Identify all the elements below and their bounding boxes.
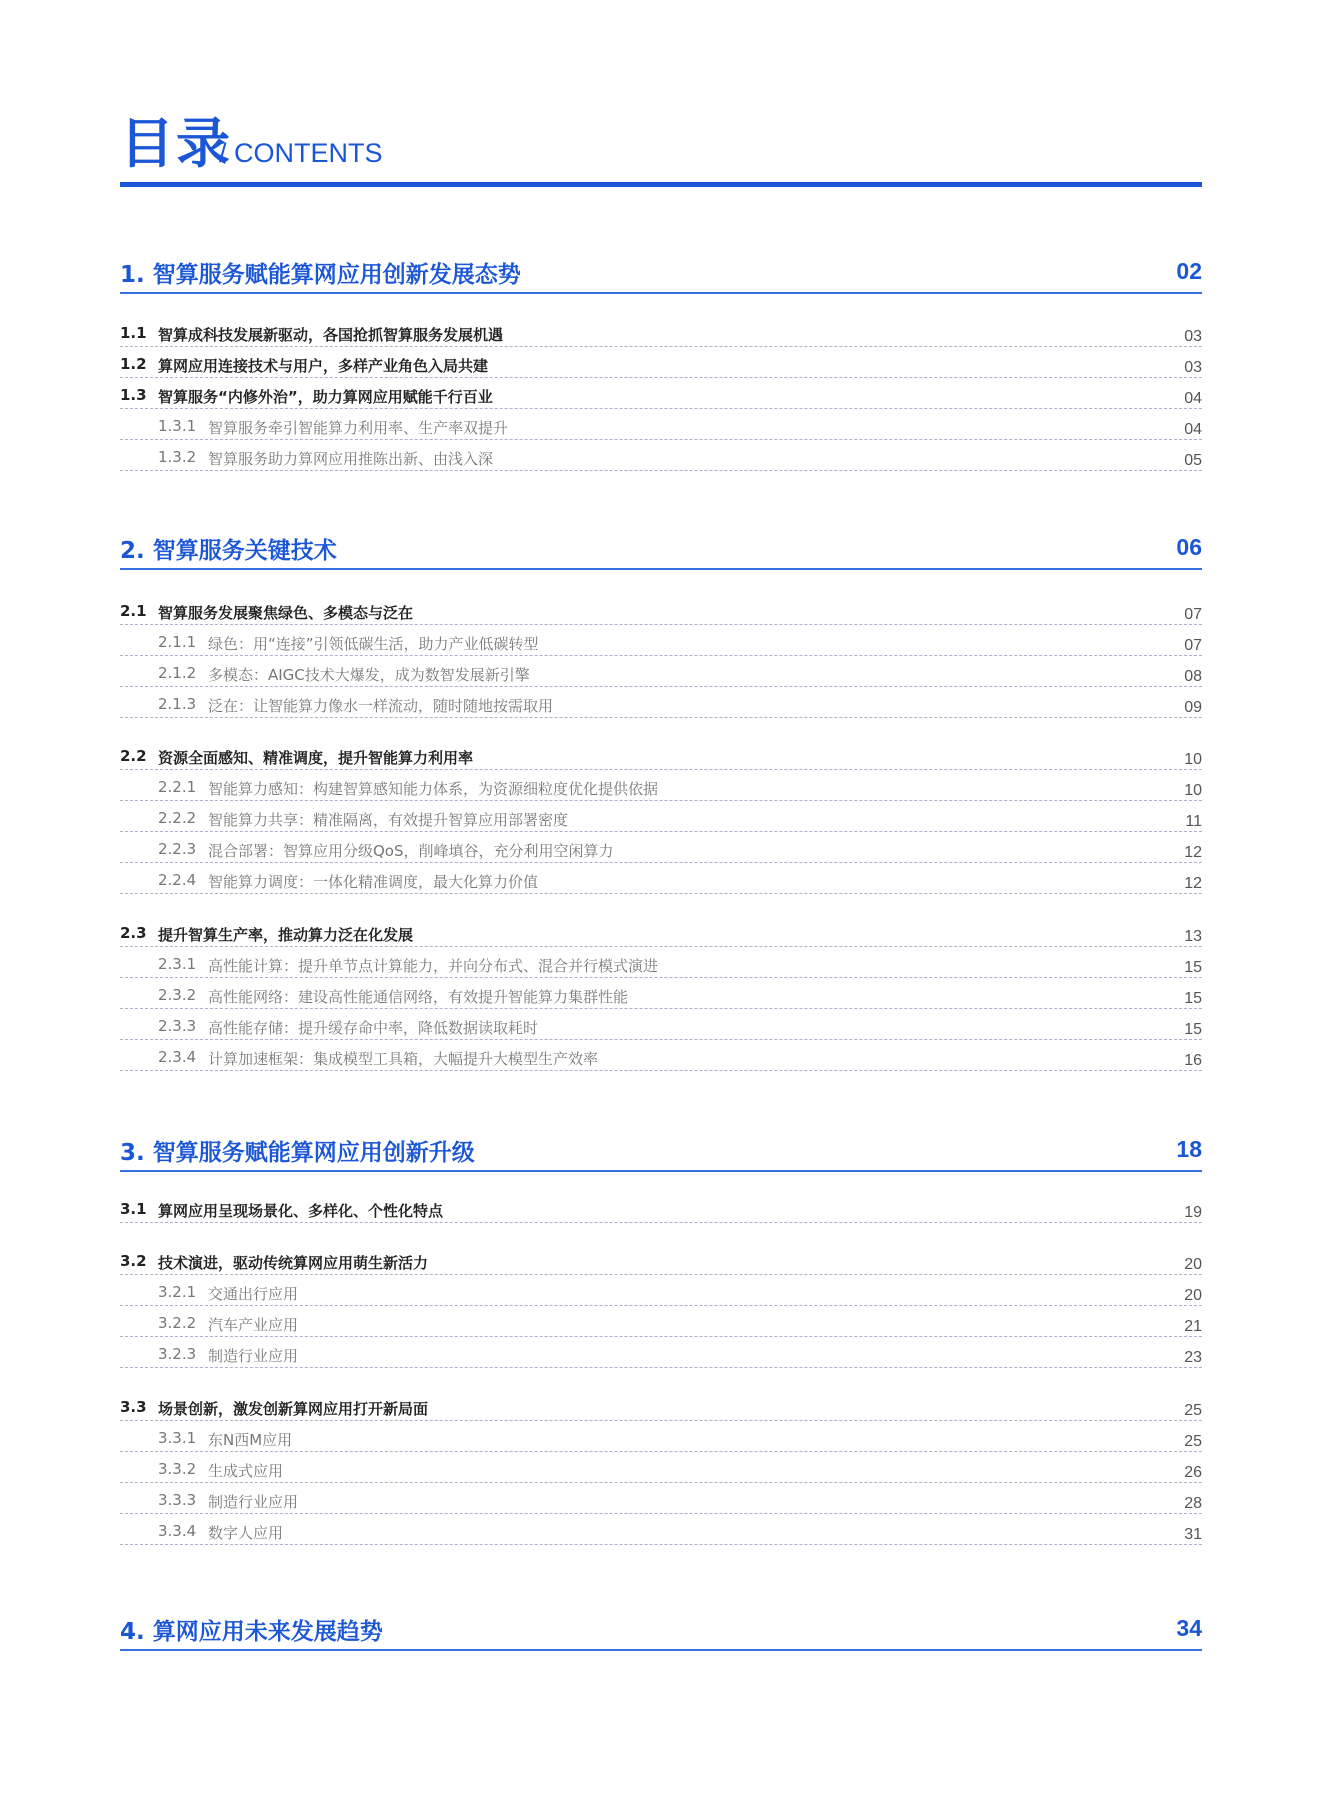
- entry-title: 高性能网络：建设高性能通信网络，有效提升智能算力集群性能: [208, 988, 629, 1006]
- toc-entry-2-3-4[interactable]: [120, 1046, 1202, 1071]
- entry-title: 智算成科技发展新驱动，各国抢抓智算服务发展机遇: [158, 326, 504, 344]
- entry-number: 3.2.1: [158, 1283, 197, 1301]
- entry-number: 1.2: [120, 355, 147, 373]
- entry-page-number: 15: [1184, 959, 1202, 976]
- chapter-3[interactable]: [120, 1134, 1202, 1172]
- toc-entry-3-3-1[interactable]: [120, 1427, 1202, 1452]
- entry-page-number: 20: [1184, 1287, 1202, 1304]
- entry-number: 2.3.4: [158, 1048, 197, 1066]
- entry-page-number: 16: [1184, 1052, 1202, 1069]
- entry-page-number: 21: [1184, 1318, 1202, 1335]
- toc-entry-2-3-1[interactable]: [120, 953, 1202, 978]
- entry-page-number: 11: [1185, 813, 1202, 830]
- toc-entry-2-3[interactable]: [120, 922, 1202, 947]
- entry-page-number: 13: [1184, 928, 1202, 945]
- header-divider: [120, 182, 1202, 187]
- entry-title: 数字人应用: [208, 1524, 284, 1542]
- entry-title: 智算服务“内修外治”，助力算网应用赋能千行百业: [158, 388, 493, 406]
- entry-title: 场景创新，激发创新算网应用打开新局面: [158, 1400, 429, 1418]
- entry-number: 3.1: [120, 1200, 147, 1218]
- entry-page-number: 04: [1184, 390, 1202, 407]
- toc-entry-3-2-3[interactable]: [120, 1343, 1202, 1368]
- entry-number: 3.2.2: [158, 1314, 197, 1332]
- entry-number: 2.3: [120, 924, 147, 942]
- entry-page-number: 07: [1184, 606, 1202, 623]
- chapter-1[interactable]: [120, 256, 1202, 294]
- entry-page-number: 23: [1184, 1349, 1202, 1366]
- toc-entry-2-2-3[interactable]: [120, 838, 1202, 863]
- entry-title: 东N西M应用: [208, 1431, 293, 1449]
- entry-page-number: 26: [1184, 1464, 1202, 1481]
- entry-title: 算网应用连接技术与用户，多样产业角色入局共建: [158, 357, 489, 375]
- entry-number: 2.1: [120, 602, 147, 620]
- entry-number: 2.3.1: [158, 955, 197, 973]
- entry-title: 多模态：AIGC技术大爆发，成为数智发展新引擎: [208, 666, 530, 684]
- chapter-page-number: 02: [1176, 258, 1202, 284]
- entry-number: 2.3.2: [158, 986, 197, 1004]
- entry-number: 3.3.1: [158, 1429, 197, 1447]
- entry-title: 计算加速框架：集成模型工具箱，大幅提升大模型生产效率: [208, 1050, 599, 1068]
- toc-header: [120, 112, 383, 182]
- chapter-title: 3. 智算服务赋能算网应用创新升级: [120, 1140, 475, 1166]
- entry-page-number: 03: [1184, 359, 1202, 376]
- chapter-2[interactable]: [120, 532, 1202, 570]
- entry-title: 交通出行应用: [208, 1285, 299, 1303]
- toc-entry-2-1-2[interactable]: [120, 662, 1202, 687]
- entry-number: 3.3.2: [158, 1460, 197, 1478]
- entry-title: 智能算力感知：构建智算感知能力体系，为资源细粒度优化提供依据: [208, 780, 659, 798]
- entry-title: 混合部署：智算应用分级QoS，削峰填谷，充分利用空闲算力: [208, 842, 614, 860]
- entry-page-number: 15: [1184, 990, 1202, 1007]
- toc-entry-3-2-1[interactable]: [120, 1281, 1202, 1306]
- entry-title: 智能算力共享：精准隔离，有效提升智算应用部署密度: [208, 811, 569, 829]
- entry-page-number: 31: [1184, 1526, 1202, 1543]
- entry-title: 智算服务助力算网应用推陈出新、由浅入深: [208, 450, 494, 468]
- entry-title: 制造行业应用: [208, 1493, 299, 1511]
- entry-title: 算网应用呈现场景化、多样化、个性化特点: [158, 1202, 444, 1220]
- chapter-page-number: 34: [1176, 1615, 1202, 1641]
- entry-number: 2.3.3: [158, 1017, 197, 1035]
- entry-title: 提升智算生产率，推动算力泛在化发展: [158, 926, 414, 944]
- entry-number: 2.2.2: [158, 809, 197, 827]
- toc-entry-3-2[interactable]: [120, 1250, 1202, 1275]
- entry-page-number: 12: [1184, 844, 1202, 861]
- toc-title: 目录: [120, 112, 232, 175]
- entry-number: 1.1: [120, 324, 147, 342]
- toc-entry-3-3-2[interactable]: [120, 1458, 1202, 1483]
- toc-subtitle: / CONTENTS: [219, 138, 383, 168]
- entry-number: 3.3: [120, 1398, 147, 1416]
- entry-title: 资源全面感知、精准调度，提升智能算力利用率: [158, 749, 474, 767]
- entry-page-number: 07: [1184, 637, 1202, 654]
- entry-title: 泛在：让智能算力像水一样流动，随时随地按需取用: [208, 697, 554, 715]
- entry-page-number: 19: [1184, 1204, 1202, 1221]
- entry-page-number: 05: [1184, 452, 1202, 469]
- entry-title: 制造行业应用: [208, 1347, 299, 1365]
- entry-number: 3.3.4: [158, 1522, 197, 1540]
- entry-title: 技术演进，驱动传统算网应用萌生新活力: [158, 1254, 429, 1272]
- entry-number: 2.1.2: [158, 664, 197, 682]
- toc-entry-2-2-1[interactable]: [120, 776, 1202, 801]
- entry-number: 2.2.4: [158, 871, 197, 889]
- entry-number: 1.3.1: [158, 417, 197, 435]
- entry-title: 生成式应用: [208, 1462, 284, 1480]
- entry-number: 2.1.1: [158, 633, 197, 651]
- entry-page-number: 25: [1184, 1402, 1202, 1419]
- entry-number: 2.2.3: [158, 840, 197, 858]
- entry-page-number: 10: [1184, 782, 1202, 799]
- entry-title: 高性能存储：提升缓存命中率，降低数据读取耗时: [208, 1019, 539, 1037]
- toc-entry-3-3-4[interactable]: [120, 1520, 1202, 1545]
- toc-entry-2-3-3[interactable]: [120, 1015, 1202, 1040]
- entry-number: 2.2.1: [158, 778, 197, 796]
- entry-number: 2.2: [120, 747, 147, 765]
- entry-title: 智算服务牵引智能算力利用率、生产率双提升: [208, 419, 509, 437]
- toc-entry-1-3[interactable]: [120, 384, 1202, 409]
- entry-page-number: 04: [1184, 421, 1202, 438]
- entry-title: 智能算力调度：一体化精准调度，最大化算力价值: [208, 873, 539, 891]
- toc-entry-2-1[interactable]: [120, 600, 1202, 625]
- entry-number: 1.3.2: [158, 448, 197, 466]
- entry-number: 3.2: [120, 1252, 147, 1270]
- entry-page-number: 20: [1184, 1256, 1202, 1273]
- entry-page-number: 28: [1184, 1495, 1202, 1512]
- entry-page-number: 15: [1184, 1021, 1202, 1038]
- entry-page-number: 08: [1184, 668, 1202, 685]
- entry-title: 智算服务发展聚焦绿色、多模态与泛在: [158, 604, 414, 622]
- entry-number: 3.3.3: [158, 1491, 197, 1509]
- toc-entry-3-2-2[interactable]: [120, 1312, 1202, 1337]
- toc-entry-2-2[interactable]: [120, 745, 1202, 770]
- toc-entry-3-3[interactable]: [120, 1396, 1202, 1421]
- entry-page-number: 12: [1184, 875, 1202, 892]
- chapter-title: 2. 智算服务关键技术: [120, 538, 337, 564]
- toc-entry-2-1-1[interactable]: [120, 631, 1202, 656]
- entry-number: 3.2.3: [158, 1345, 197, 1363]
- entry-page-number: 09: [1184, 699, 1202, 716]
- chapter-title: 4. 算网应用未来发展趋势: [120, 1619, 383, 1645]
- toc-entry-3-1[interactable]: [120, 1198, 1202, 1223]
- toc-page: [120, 0, 1202, 1800]
- toc-entry-2-1-3[interactable]: [120, 693, 1202, 718]
- toc-entry-2-2-4[interactable]: [120, 869, 1202, 894]
- entry-page-number: 25: [1184, 1433, 1202, 1450]
- toc-entry-3-3-3[interactable]: [120, 1489, 1202, 1514]
- entry-title: 高性能计算：提升单节点计算能力，并向分布式、混合并行模式演进: [208, 957, 659, 975]
- toc-entry-1-3-2[interactable]: [120, 446, 1202, 471]
- toc-entry-2-3-2[interactable]: [120, 984, 1202, 1009]
- entry-number: 2.1.3: [158, 695, 197, 713]
- toc-entry-1-3-1[interactable]: [120, 415, 1202, 440]
- entry-title: 绿色：用“连接”引领低碳生活，助力产业低碳转型: [208, 635, 539, 653]
- toc-entry-1-2[interactable]: [120, 353, 1202, 378]
- chapter-title: 1. 智算服务赋能算网应用创新发展态势: [120, 262, 521, 288]
- toc-entry-2-2-2[interactable]: [120, 807, 1202, 832]
- toc-entry-1-1[interactable]: [120, 322, 1202, 347]
- chapter-4[interactable]: [120, 1613, 1202, 1651]
- chapter-page-number: 06: [1176, 534, 1202, 560]
- chapter-page-number: 18: [1176, 1136, 1202, 1162]
- entry-page-number: 03: [1184, 328, 1202, 345]
- entry-page-number: 10: [1184, 751, 1202, 768]
- entry-number: 1.3: [120, 386, 147, 404]
- entry-title: 汽车产业应用: [208, 1316, 299, 1334]
